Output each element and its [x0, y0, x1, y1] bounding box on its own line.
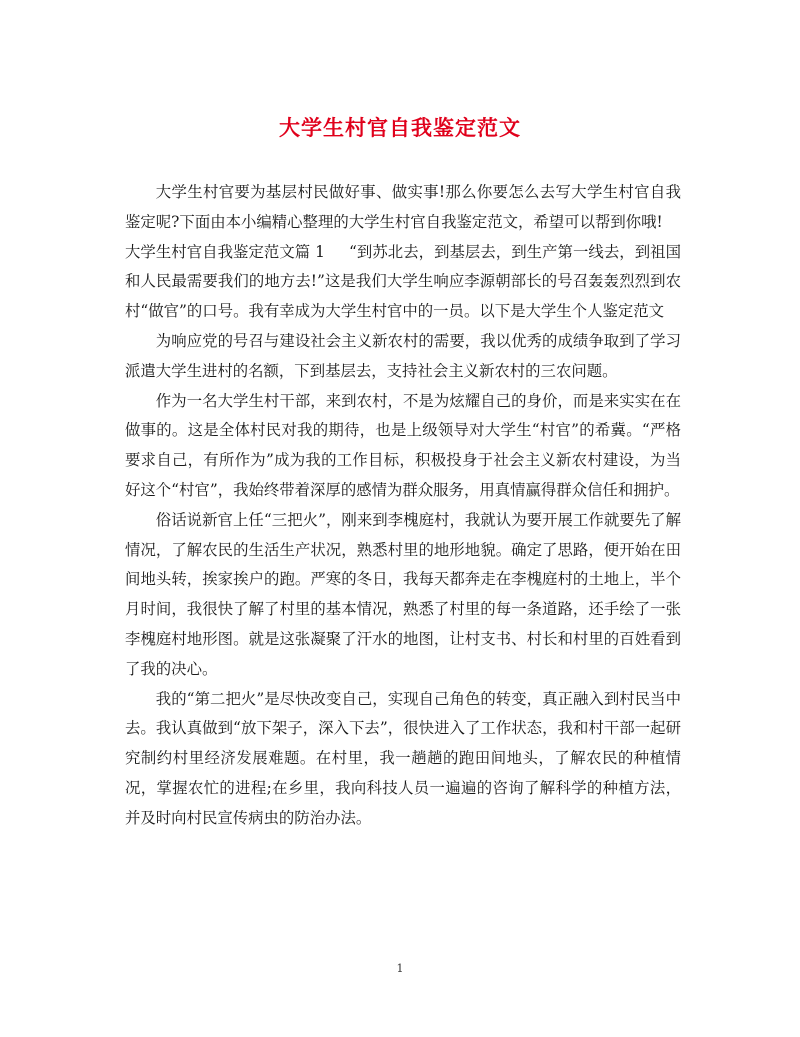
- body-paragraph: 我的“第二把火”是尽快改变自己，实现自己角色的转变，真正融入到村民当中去。我认真做到“放下架子，深入下去”，很快进入了工作状态，我和村干部一起研究制约村里经济发展难题。在村里，我一趟趟的跑田间地头，了解农民的种植情况，掌握农忙的进程;在乡里，我向科技人员一遍遍的咨询了解科学的种植方法，并及时向村民宣传病虫的防治办法。: [125, 689, 681, 827]
- intro-paragraph: 大学生村官要为基层村民做好事、做实事!那么你要怎么去写大学生村官自我鉴定呢?下面由本小编精心整理的大学生村官自我鉴定范文，希望可以帮到你哦!: [125, 183, 681, 231]
- page-number: 1: [396, 962, 404, 975]
- body-paragraph: 俗话说新官上任“三把火”，刚来到李槐庭村，我就认为要开展工作就要先了解情况，了解农民的生活生产状况，熟悉村里的地形地貌。确定了思路，便开始在田间地头转，挨家挨户的跑。严寒的冬日，我每天都奔走在李槐庭村的土地上，半个月时间，我很快了解了村里的基本情况，熟悉了村里的每一条道路，还手绘了一张李槐庭村地形图。就是这张凝聚了汗水的地图，让村支书、村长和村里的百姓看到了我的决心。: [125, 510, 681, 678]
- section-text: “到苏北去，到基层去，到生产第一线去，到祖国和人民最需要我们的地方去!”这是我们大学生响应李源朝部长的号召轰轰烈烈到农村“做官”的口号。我有幸成为大学生村官中的一员。以下是大学生个人鉴定范文: [125, 242, 681, 321]
- document-body: [125, 178, 681, 834]
- section-heading: 大学生村官自我鉴定范文篇 1: [125, 242, 325, 261]
- body-paragraph: 为响应党的号召与建设社会主义新农村的需要，我以优秀的成绩争取到了学习派遣大学生进村的名额，下到基层去，支持社会主义新农村的三农问题。: [125, 331, 681, 380]
- body-paragraph: 作为一名大学生村干部，来到农村，不是为炫耀自己的身价，而是来实实在在做事的。这是全体村民对我的期待，也是上级领导对大学生“村官”的希冀。“严格要求自己，有所作为”成为我的工作目标，积极投身于社会主义新农村建设，为当好这个“村官”，我始终带着深厚的感情为群众服务，用真情赢得群众信任和拥护。: [125, 391, 681, 499]
- section-paragraph: [125, 238, 681, 327]
- document-title: 大学生村官自我鉴定范文: [279, 115, 521, 140]
